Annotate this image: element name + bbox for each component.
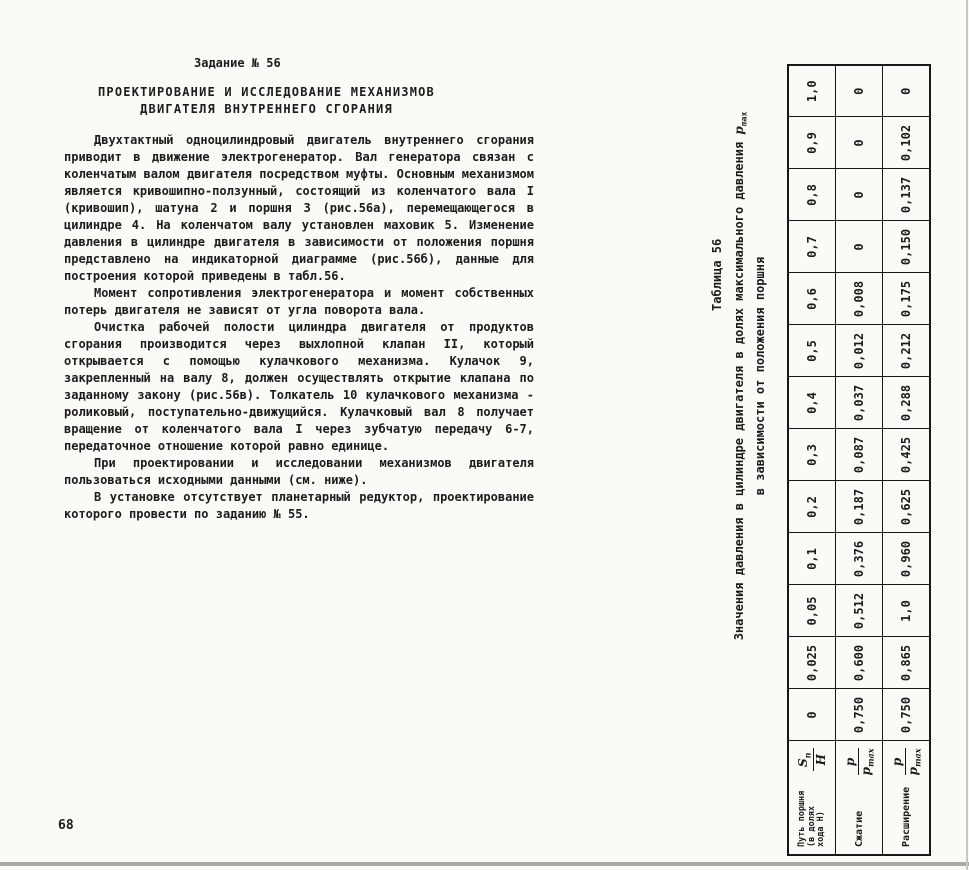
rotated-table-block xyxy=(710,66,930,856)
assignment-label: Задание № 56 xyxy=(194,56,281,70)
table-caption-line1 xyxy=(732,66,751,856)
s-value-cell: 0,3 xyxy=(788,429,836,481)
row-header-label: Расширение xyxy=(900,786,912,847)
expansion-cell: 0,750 xyxy=(883,689,931,741)
row-header-label: Сжатие xyxy=(853,810,865,847)
compression-cell: 0,512 xyxy=(836,585,883,637)
title-line-2: ДВИГАТЕЛЯ ВНУТРЕННЕГО СГОРАНИЯ xyxy=(140,102,393,116)
scan-edge-right xyxy=(966,0,968,870)
s-value-cell: 0 xyxy=(788,689,836,741)
compression-cell: 0,187 xyxy=(836,481,883,533)
expansion-cell: 1,0 xyxy=(883,585,931,637)
fraction-numerator: p xyxy=(891,749,906,776)
fraction-denominator xyxy=(906,749,922,776)
compression-cell: 0,376 xyxy=(836,533,883,585)
compression-cell: 0,008 xyxy=(836,273,883,325)
table-row-piston-path xyxy=(788,65,836,855)
symbol-p: p xyxy=(905,766,920,776)
symbol-p-sub: max xyxy=(912,748,923,767)
s-value-cell: 0,025 xyxy=(788,637,836,689)
expansion-cell: 0,625 xyxy=(883,481,931,533)
caption-symbol: p xyxy=(732,126,746,135)
table-row-compression xyxy=(836,65,883,855)
fraction-denominator xyxy=(859,749,875,776)
symbol-s: S xyxy=(796,758,811,767)
paragraph-4: При проектировании и исследовании механизмов двигателя пользоваться исходными данными (см. ниже). xyxy=(64,456,534,487)
s-value-cell: 0,5 xyxy=(788,325,836,377)
fraction-numerator xyxy=(797,749,814,772)
fraction-s-over-h xyxy=(797,749,827,772)
row-header-inner xyxy=(797,742,827,855)
compression-cell: 0,087 xyxy=(836,429,883,481)
compression-cell: 0,012 xyxy=(836,325,883,377)
expansion-cell: 0,212 xyxy=(883,325,931,377)
compression-cell: 0 xyxy=(836,65,883,117)
s-value-cell: 1,0 xyxy=(788,65,836,117)
compression-cell: 0,750 xyxy=(836,689,883,741)
assignment-text-block xyxy=(64,55,534,523)
scan-edge-bottom xyxy=(0,862,969,866)
title-line-1: ПРОЕКТИРОВАНИЕ И ИССЛЕДОВАНИЕ МЕХАНИЗМОВ xyxy=(98,85,435,99)
paragraph-3: Очистка рабочей полости цилиндра двигателя от продуктов сгорания производится через выхлопной клапан II, который открывается с помощью кулачкового механизма. Кулачок 9, закрепленный на валу 8, должен осуществлять открытие клапана по заданному закону (рис.56в). Толкатель 10 кулачкового механизма - роликовый, поступательно-движущийся. Кулачковый вал 8 получает вращение от коленчатого вала I через зубчатую передачу 6-7, передаточное отношение которой равно единице. xyxy=(64,320,534,453)
compression-cell: 0,600 xyxy=(836,637,883,689)
caption-symbol-sub: max xyxy=(739,111,749,127)
expansion-cell: 0,865 xyxy=(883,637,931,689)
s-value-cell: 0,1 xyxy=(788,533,836,585)
expansion-cell: 0,150 xyxy=(883,221,931,273)
row-header-inner xyxy=(844,742,874,855)
fraction-p-over-pmax xyxy=(844,749,874,776)
table-row-expansion xyxy=(883,65,931,855)
expansion-cell: 0,175 xyxy=(883,273,931,325)
row-header-expansion xyxy=(883,741,931,855)
paragraph-5: В установке отсутствует планетарный редуктор, проектирование которого провести по заданию № 55. xyxy=(64,490,534,521)
pressure-table xyxy=(787,64,931,856)
row-header-inner xyxy=(891,742,921,855)
paragraph-1: Двухтактный одноцилиндровый двигатель внутреннего сгорания приводит в движение электрогенератор. Вал генератора связан с коленчатым валом двигателя посредством муфты. Основным механизмом является кривошипно-ползунный, состоящий из коленчатого вала I (кривошип), шатуна 2 и поршня 3 (рис.56а), перемещающегося в цилиндре 4. На коленчатом валу установлен маховик 5. Изменение давления в цилиндре двигателя в зависимости от положения поршня представлено на индикаторной диаграмме (рис.56б), данные для построения которой приведены в табл.56. xyxy=(64,133,534,283)
page-number: 68 xyxy=(58,818,74,833)
expansion-cell: 0,288 xyxy=(883,377,931,429)
assignment-title xyxy=(64,84,534,118)
fraction-p-over-pmax xyxy=(891,749,921,776)
s-value-cell: 0,4 xyxy=(788,377,836,429)
s-value-cell: 0,05 xyxy=(788,585,836,637)
fraction-numerator: p xyxy=(844,749,859,776)
table-caption-line2: в зависимости от положения поршня xyxy=(753,256,768,496)
compression-cell: 0 xyxy=(836,221,883,273)
s-value-cell: 0,7 xyxy=(788,221,836,273)
s-value-cell: 0,2 xyxy=(788,481,836,533)
row-header-piston-path xyxy=(788,741,836,855)
row-header-compression xyxy=(836,741,883,855)
s-value-cell: 0,6 xyxy=(788,273,836,325)
compression-cell: 0,037 xyxy=(836,377,883,429)
symbol-p-sub: max xyxy=(865,748,876,767)
expansion-cell: 0,425 xyxy=(883,429,931,481)
expansion-cell: 0,102 xyxy=(883,117,931,169)
compression-cell: 0 xyxy=(836,117,883,169)
symbol-p: p xyxy=(858,766,873,776)
fraction-denominator: H xyxy=(813,754,828,766)
paragraph-2: Момент сопротивления электрогенератора и момент собственных потерь двигателя не зависят от угла поворота вала. xyxy=(64,286,534,317)
expansion-cell: 0,960 xyxy=(883,533,931,585)
table-label: Таблица 56 xyxy=(710,238,724,311)
s-value-cell: 0,9 xyxy=(788,117,836,169)
caption-text: Значения давления в цилиндре двигателя в долях максимального давления xyxy=(732,134,746,641)
compression-cell: 0 xyxy=(836,169,883,221)
expansion-cell: 0,137 xyxy=(883,169,931,221)
s-value-cell: 0,8 xyxy=(788,169,836,221)
expansion-cell: 0 xyxy=(883,65,931,117)
row-header-label: Путь поршня (в долях хода Н) xyxy=(797,790,827,847)
symbol-s-sub: п xyxy=(802,752,813,759)
